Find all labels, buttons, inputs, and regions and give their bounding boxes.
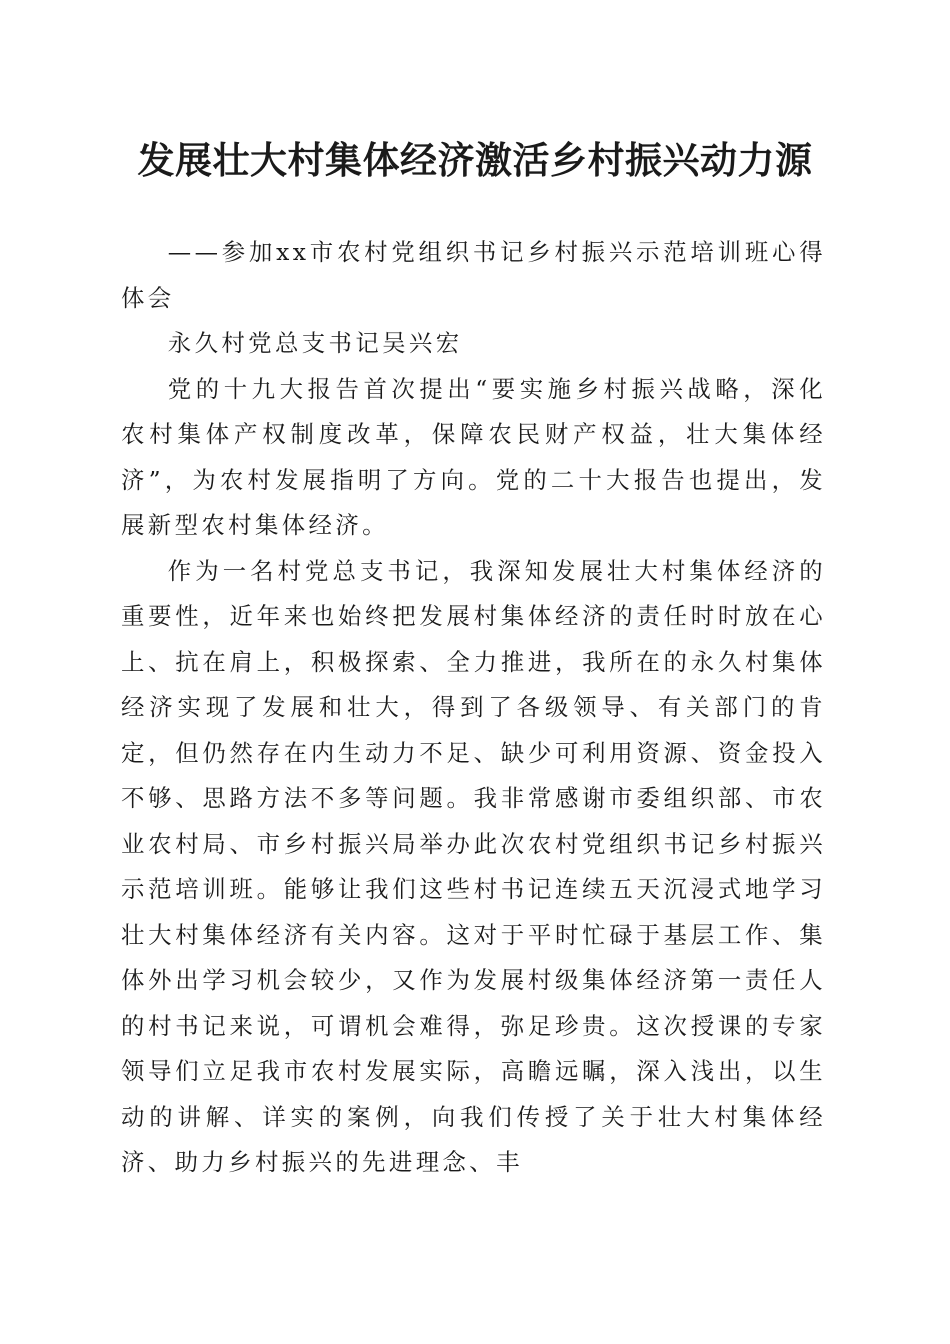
body-paragraph-1: 党的十九大报告首次提出“要实施乡村振兴战略，深化农村集体产权制度改革，保障农民财产权益，壮大集体经济”，为农村发展指明了方向。党的二十大报告也提出，发展新型农村集体经济。 <box>121 374 826 539</box>
document-title: 发展壮大村集体经济激活乡村振兴动力源 <box>137 138 813 182</box>
body-paragraph-2: 作为一名村党总支书记，我深知发展壮大村集体经济的重要性，近年来也始终把发展村集体经济的责任时时放在心上、抗在肩上，积极探索、全力推进，我所在的永久村集体经济实现了发展和壮大，得到了各级领导、有关部门的肯定，但仍然存在内生动力不足、缺少可利用资源、资金投入不够、思路方法不多等问题。我非常感谢市委组织部、市农业农村局、市乡村振兴局举办此次农村党组织书记乡村振兴示范培训班。能够让我们这些村书记连续五天沉浸式地学习壮大村集体经济有关内容。这对于平时忙碌于基层工作、集体外出学习机会较少，又作为发展村级集体经济第一责任人的村书记来说，可谓机会难得，弥足珍贵。这次授课的专家领导们立足我市农村发展实际，高瞻远瞩，深入浅出，以生动的讲解、详实的案例，向我们传授了关于壮大村集体经济、助力乡村振兴的先进理念、丰 <box>121 556 826 1176</box>
document-author: 永久村党总支书记吴兴宏 <box>167 329 463 357</box>
document-subtitle: ——参加xx市农村党组织书记乡村振兴示范培训班心得体会 <box>121 238 826 312</box>
document-body <box>121 230 826 1186</box>
